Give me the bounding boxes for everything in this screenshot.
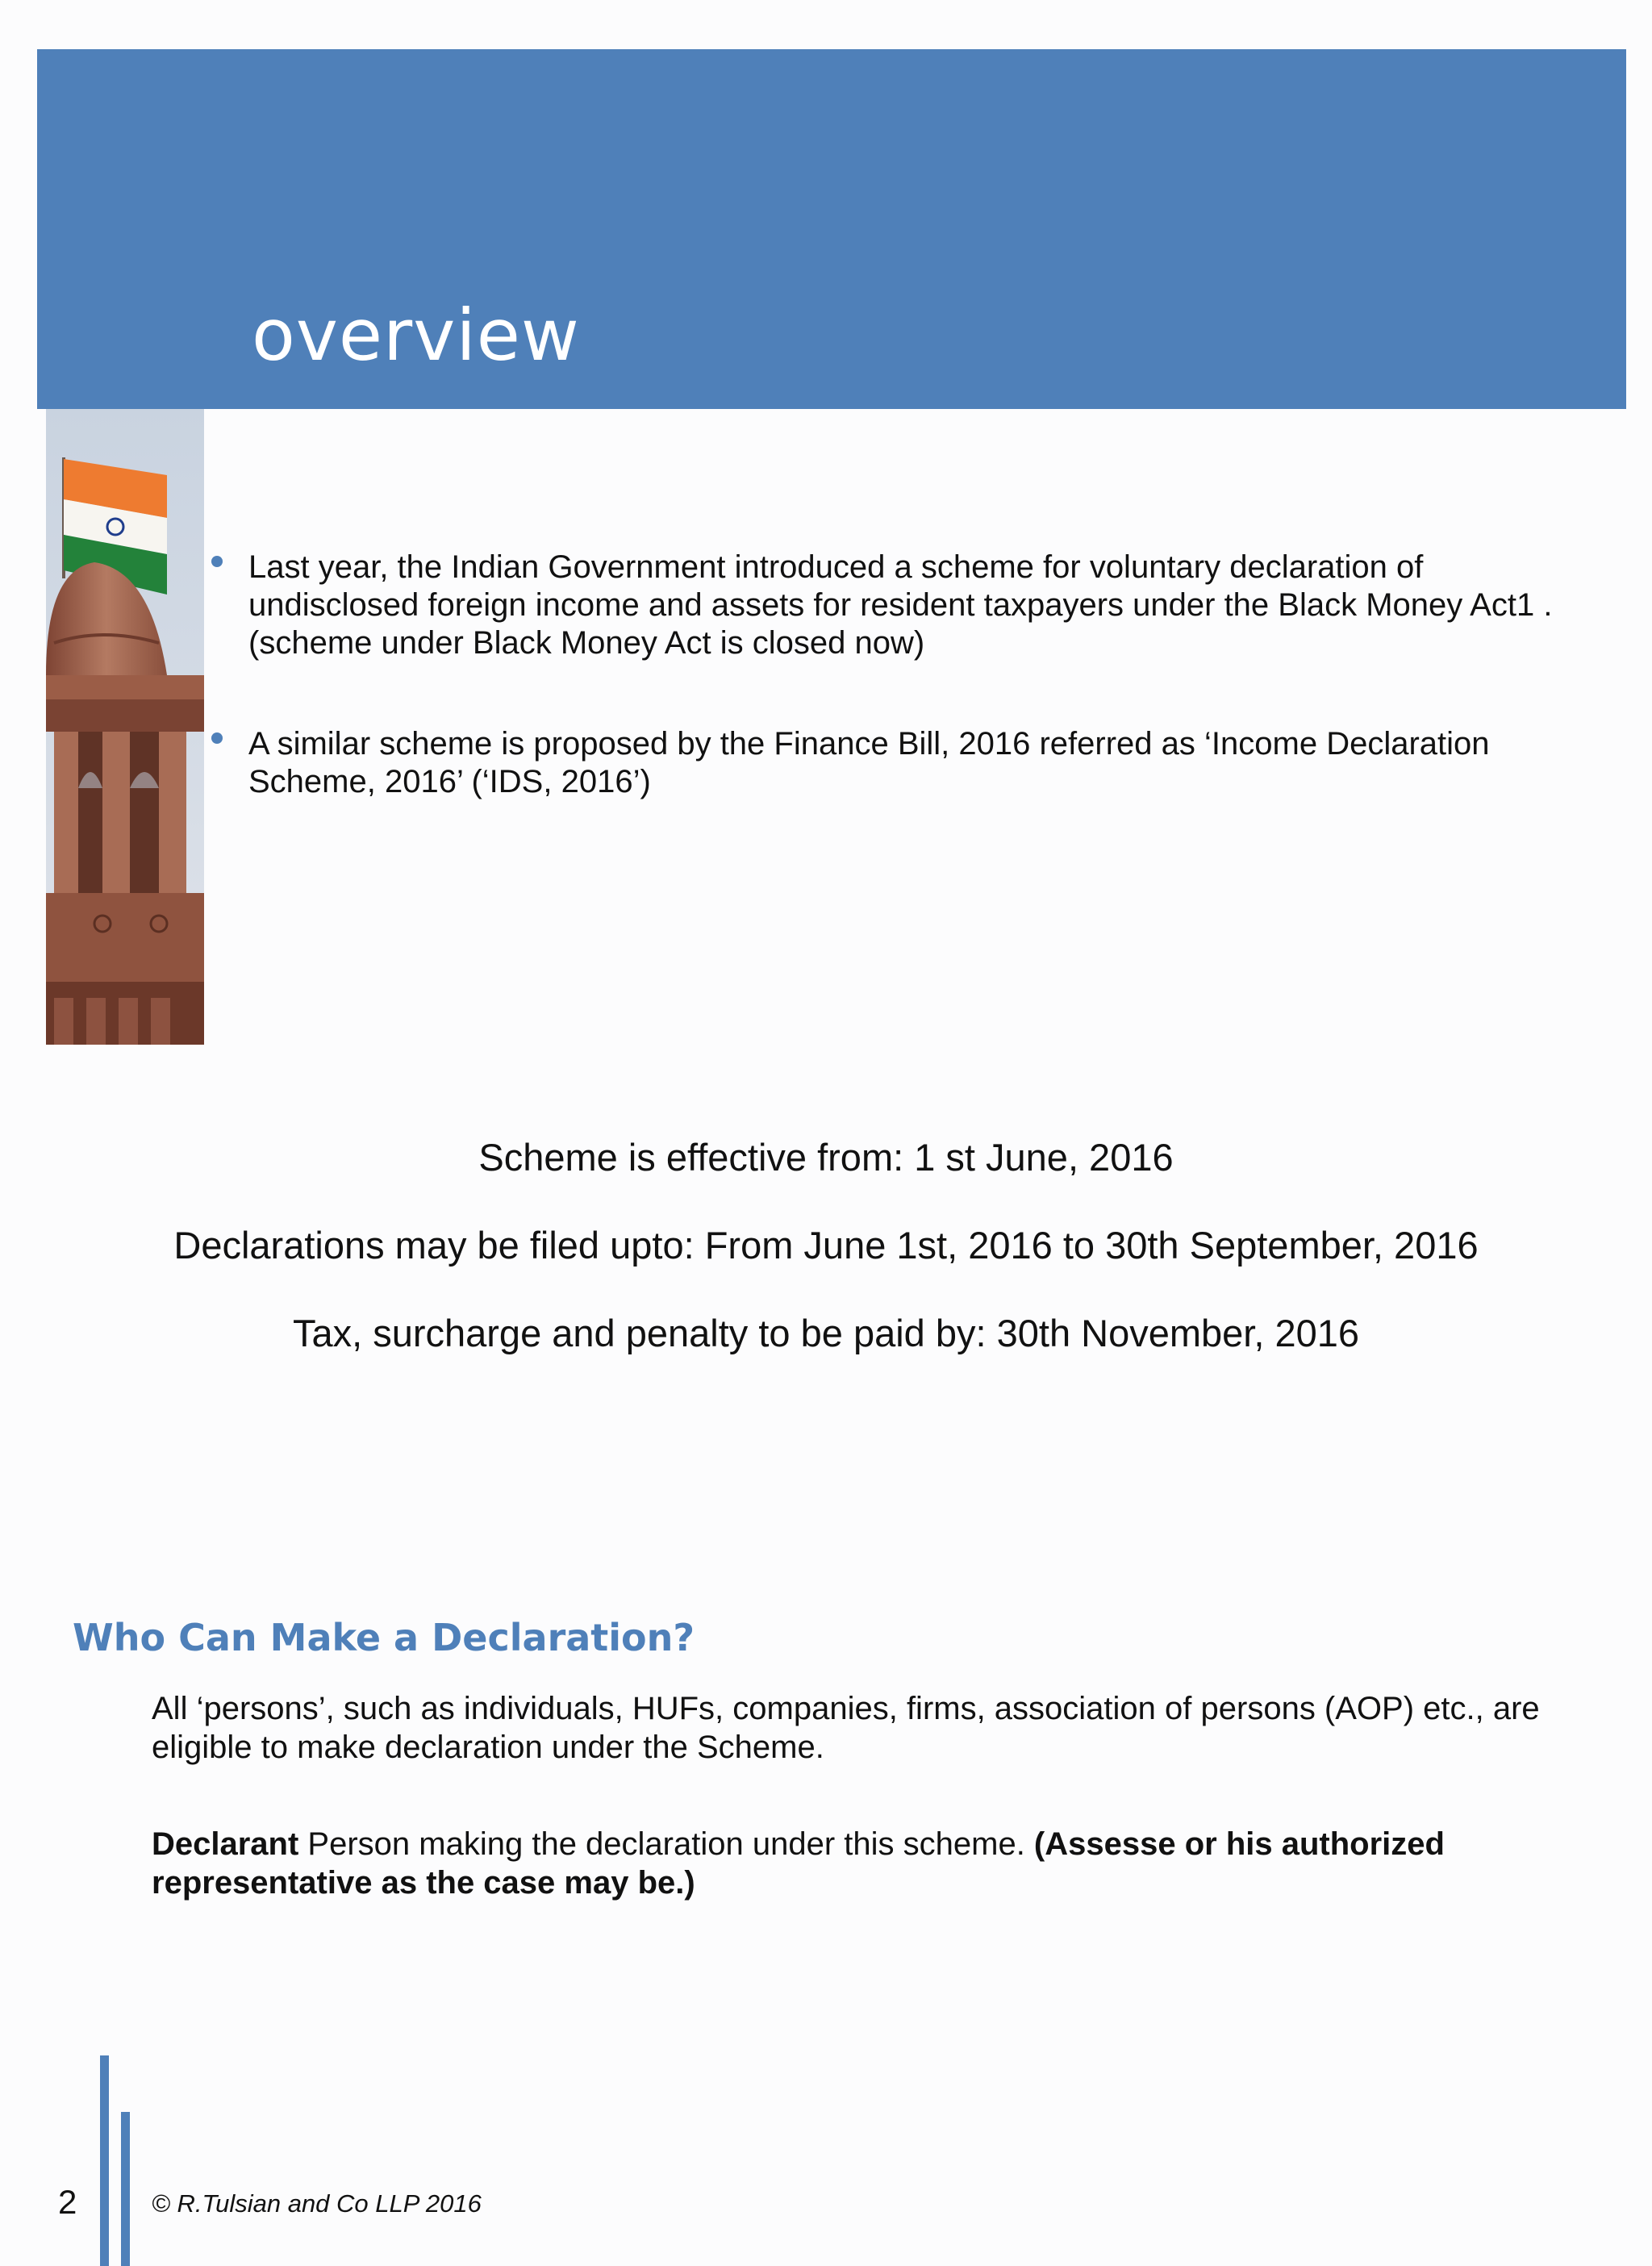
declarant-paragraph — [152, 1825, 1604, 1902]
key-dates — [0, 1133, 1652, 1397]
filing-period: Declarations may be filed upto: From June 1st, 2016 to 30th September, 2016 — [173, 1224, 1479, 1267]
declarant-term: Declarant — [152, 1826, 299, 1862]
list-item — [210, 725, 1597, 801]
declarant-definition: Person making the declaration under this scheme. — [298, 1826, 1034, 1862]
eligibility-paragraph: All ‘persons’, such as individuals, HUFs, companies, firms, association of persons (AOP) etc., are eligible to make declaration under the Scheme. — [152, 1691, 1540, 1765]
footer-accent-bar — [121, 2112, 130, 2266]
payment-deadline: Tax, surcharge and penalty to be paid by: 30th November, 2016 — [292, 1312, 1360, 1354]
bullet-icon — [211, 732, 223, 744]
overview-bullet-list — [210, 549, 1597, 864]
bullet-icon — [211, 556, 223, 567]
page-title: overview — [252, 294, 580, 377]
list-item — [210, 549, 1597, 662]
declarant-note: (Assesse or his authorized representative as the case may be.) — [152, 1826, 1445, 1901]
bullet-text: A similar scheme is proposed by the Finance Bill, 2016 referred as ‘Income Declaration Scheme, 2016’ (‘IDS, 2016’) — [248, 726, 1490, 799]
footer-accent-bar — [100, 2055, 109, 2266]
bullet-text: Last year, the Indian Government introduced a scheme for voluntary declaration of undisclosed foreign income and assets for resident taxpayers under the Black Money Act1 . (scheme under Black Money Act is closed now) — [248, 549, 1553, 661]
effective-date: Scheme is effective from: 1 st June, 2016 — [478, 1136, 1174, 1179]
page-number: 2 — [58, 2183, 77, 2221]
section-heading: Who Can Make a Declaration? — [73, 1616, 695, 1659]
copyright-notice: © R.Tulsian and Co LLP 2016 — [152, 2189, 482, 2218]
red-fort-flag-photo — [46, 409, 204, 1045]
